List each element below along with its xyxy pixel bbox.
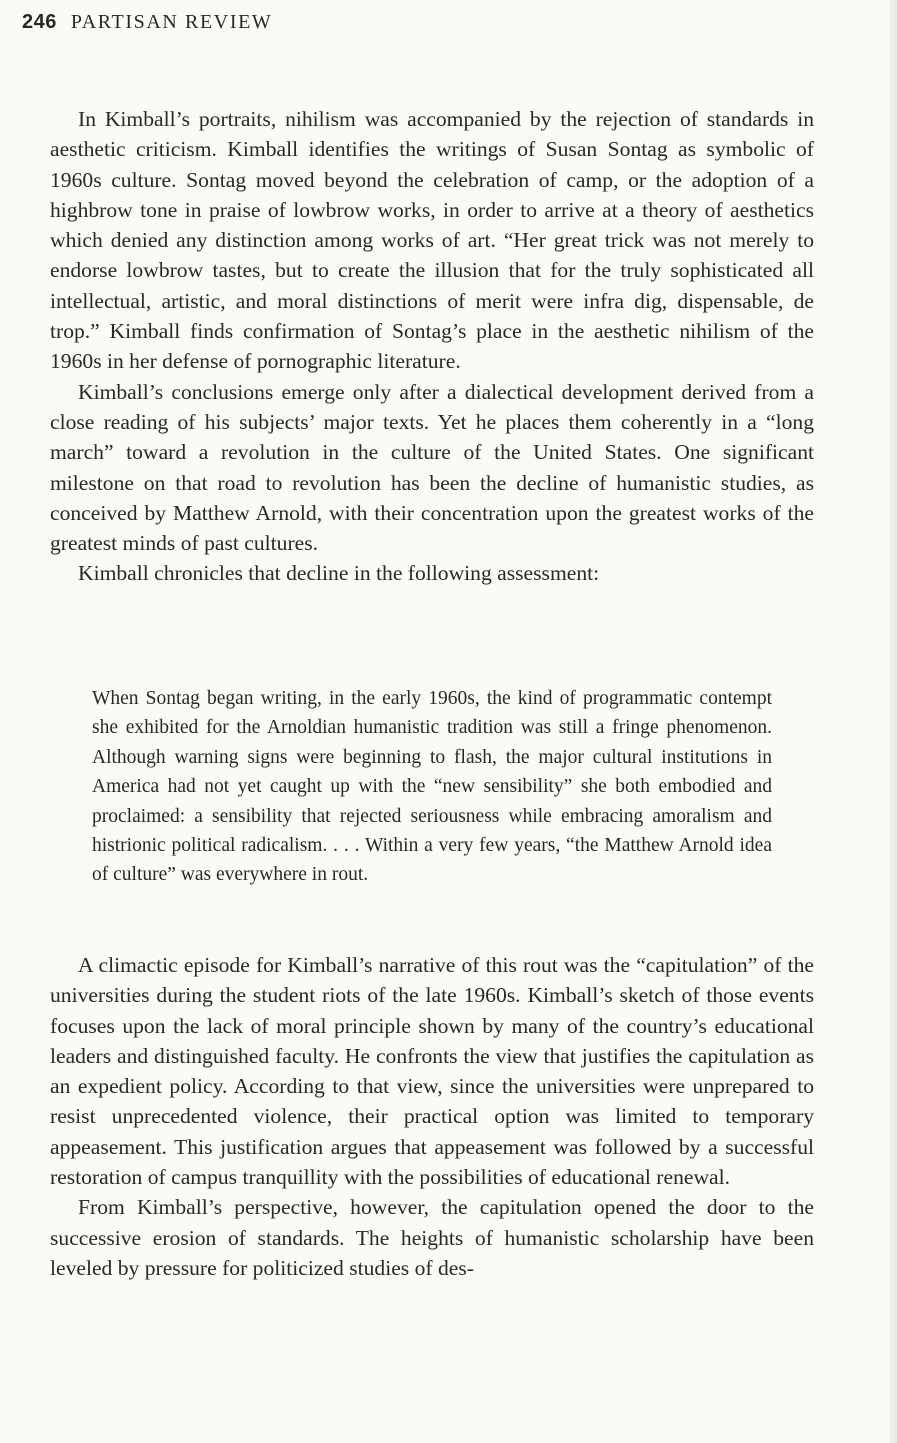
body-text-upper [50,104,814,589]
paragraph: Kimball chronicles that decline in the following assessment: [78,561,600,586]
paragraph: Kimball’s conclusions emerge only after a dialectical development derived from a close reading of his subjects’ major texts. Yet he places them coherently in a “long march” toward a revolution in the culture of the United States. One significant milestone on that road to revolution has been the decline of humanistic studies, as conceived by Matthew Arnold, with their concentration upon the greatest works of the greatest minds of past cultures. [50,379,814,556]
paragraph: In Kimball’s portraits, nihilism was accompanied by the rejection of standards in aesthetic criticism. Kimball identifies the writings of Susan Sontag as symbolic of 1960s culture. Sontag moved beyond the celebration of camp, or the adoption of a highbrow tone in praise of lowbrow works, in order to arrive at a theory of aesthetics which denied any distinction among works of art. “Her great trick was not merely to endorse lowbrow tastes, but to create the illusion that for the truly sophisticated all intellectual, artistic, and moral distinctions of merit were infra dig, dispensable, de trop.” Kimball finds confirmation of Sontag’s place in the aesthetic nihilism of the 1960s in her defense of pornographic literature. [50,107,814,374]
running-header [22,8,272,34]
quotation-text: When Sontag began writing, in the early 1960s, the kind of programmatic contempt she exhibited for the Arnoldian humanistic tradition was still a fringe phenomenon. Although warning signs were beginning to flash, the major cultural institutions in America had not yet caught up with the “new sensibility” she both embodied and proclaimed: a sensibility that rejected seriousness while embracing amoralism and histrionic political radicalism. . . . Within a very few years, “the Matthew Arnold idea of culture” was everywhere in rout. [92,688,772,886]
page-number: 246 [22,11,57,33]
paragraph: From Kimball’s perspective, however, the capitulation opened the door to the successive erosion of standards. The heights of humanistic scholarship have been leveled by pressure for politicized studies of des- [50,1195,814,1280]
body-text-lower [50,950,814,1283]
page-edge-shadow [889,0,897,1443]
block-quotation [92,684,772,890]
paragraph: A climactic episode for Kimball’s narrative of this rout was the “capitulation” of the universities during the student riots of the late 1960s. Kimball’s sketch of those events focuses upon the lack of moral principle shown by many of the country’s educational leaders and distinguished faculty. He confronts the view that justifies the capitulation as an expedient policy. According to that view, since the universities were unprepared to resist unprecedented violence, their practical option was limited to temporary appeasement. This justification argues that appeasement was followed by a successful restoration of campus tranquillity with the possibilities of educational renewal. [50,953,814,1190]
journal-title: PARTISAN REVIEW [70,11,273,33]
